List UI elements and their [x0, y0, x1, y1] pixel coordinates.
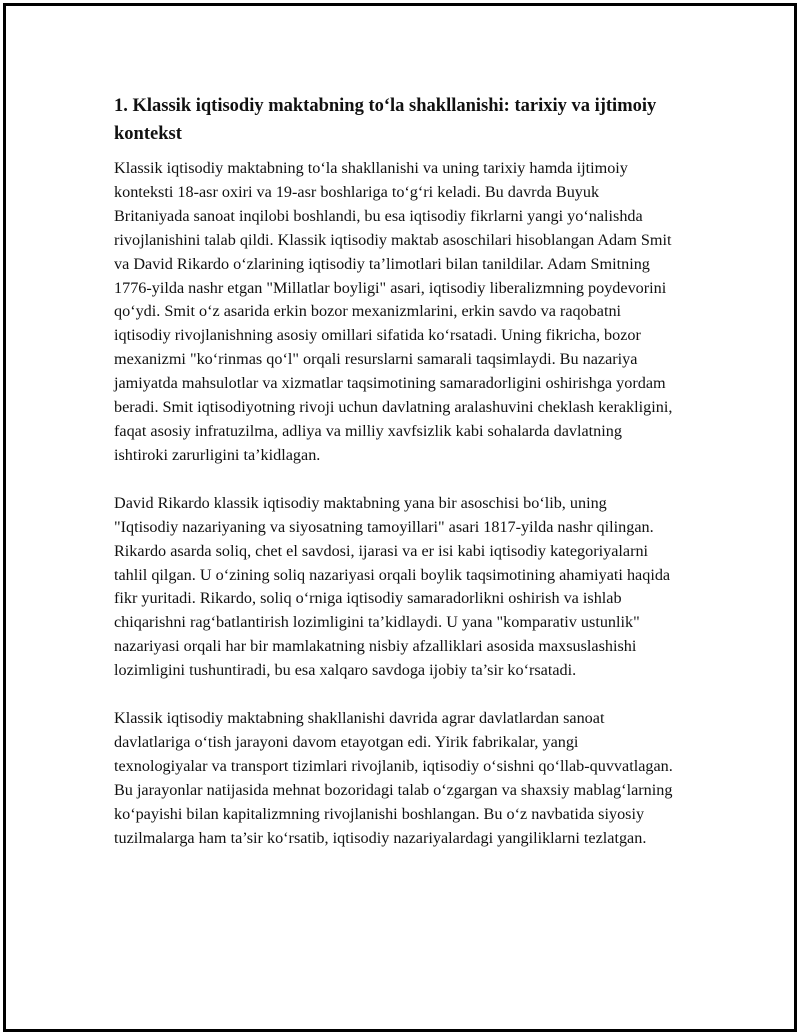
document-body [114, 92, 674, 874]
paragraph-2: David Rikardo klassik iqtisodiy maktabning yana bir asoschisi bo‘lib, uning "Iqtisodiy nazariyaning va siyosatning tamoyillari" asari 1817-yilda nashr qilingan. Rikardo asarda soliq, chet el savdosi, ijarasi va er isi kabi iqtisodiy kategoriyalarni tahlil qilgan. U o‘zining soliq nazariyasi orqali boylik taqsimotining ahamiyati haqida fikr yuritadi. Rikardo, soliq o‘rniga iqtisodiy samaradorlikni oshirish va ishlab chiqarishni rag‘batlantirish lozimligini ta’kidlaydi. U yana "komparativ ustunlik" nazariyasi orqali har bir mamlakatning nisbiy afzalliklari asosida maxsuslashishi lozimligini tushuntiradi, bu esa xalqaro savdoga ijobiy ta’sir ko‘rsatadi. [114, 493, 671, 680]
paragraph-3: Klassik iqtisodiy maktabning shakllanishi davrida agrar davlatlardan sanoat davlatlariga o‘tish jarayoni davom etayotgan edi. Yirik fabrikalar, yangi texnologiyalar va transport tizimlari rivojlanib, iqtisodiy o‘sishni qo‘llab-quvvatlagan. Bu jarayonlar natijasida mehnat bozoridagi talab o‘zgargan va shaxsiy mablag‘larning ko‘payishi bilan kapitalizmning rivojlanishi boshlangan. Bu o‘z navbatida siyosiy tuzilmalarga ham ta’sir ko‘rsatib, iqtisodiy nazariyalardagi yangiliklarni tezlatgan. [114, 709, 673, 847]
section-heading: 1. Klassik iqtisodiy maktabning to‘la shakllanishi: tarixiy va ijtimoiy kontekst [114, 96, 657, 144]
paragraph-1: Klassik iqtisodiy maktabning to‘la shakllanishi va uning tarixiy hamda ijtimoiy konteksti 18-asr oxiri va 19-asr boshlariga to‘g‘ri keladi. Bu davrda Buyuk Britaniyada sanoat inqilobi boshlandi, bu esa iqtisodiy fikrlarni yangi yo‘nalishda rivojlanishini talab qildi. Klassik iqtisodiy maktab asoschilari hisoblangan Adam Smit va David Rikardo o‘zlarining iqtisodiy ta’limotlari bilan tanildilar. Adam Smitning 1776-yilda nashr etgan "Millatlar boyligi" asari, iqtisodiy liberalizmning poydevorini qo‘ydi. Smit o‘z asarida erkin bozor mexanizmlarini, erkin savdo va raqobatni iqtisodiy rivojlanishning asosiy omillari sifatida ko‘rsatadi. Uning fikricha, bozor mexanizmi "ko‘rinmas qo‘l" orqali resurslarni samarali taqsimlaydi. Bu nazariya jamiyatda mahsulotlar va xizmatlar taqsimotining samaradorligini oshirishga yordam beradi. Smit iqtisodiyotning rivoji uchun davlatning aralashuvini cheklash kerakligini, faqat asosiy infratuzilma, adliya va milliy xavfsizlik kabi sohalarda davlatning ishtiroki zarurligini ta’kidlagan. [114, 159, 673, 464]
